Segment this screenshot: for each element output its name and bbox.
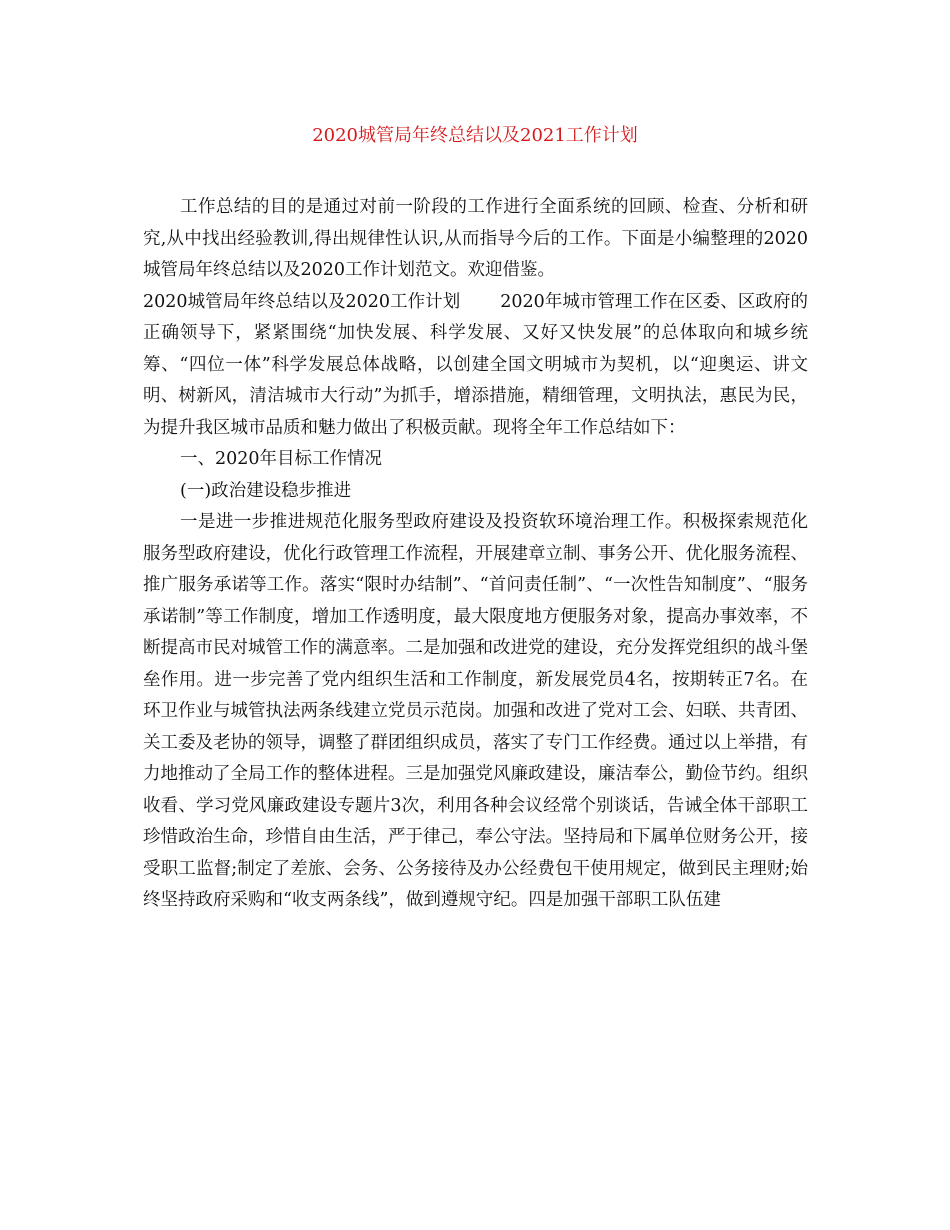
- paragraph-overview: [143, 287, 808, 445]
- document-title: 2020城管局年终总结以及2021工作计划: [312, 125, 638, 146]
- overview-text: 2020年城市管理工作在区委、区政府的正确领导下，紧紧围绕“加快发展、科学发展、又好又快发展”的总体取向和城乡统筹、“四位一体”科学发展总体战略，以创建全国文明城市为契机，以“迎奥运、讲文明、树新风，清洁城市大行动”为抓手，增添措施，精细管理，文明执法，惠民为民，为提升我区城市品质和魅力做出了积极贡献。现将全年工作总结如下：: [143, 291, 808, 438]
- paragraph-intro: 工作总结的目的是通过对前一阶段的工作进行全面系统的回顾、检查、分析和研究,从中找出经验教训,得出规律性认识,从而指导今后的工作。下面是小编整理的2020城管局年终总结以及2020工作计划范文。欢迎借鉴。: [143, 197, 808, 280]
- subheading-inline: 2020城管局年终总结以及2020工作计划: [143, 291, 461, 312]
- document-body: [143, 192, 808, 917]
- section-heading-1-1: (一)政治建设稳步推进: [180, 480, 352, 501]
- paragraph-detail: 一是进一步推进规范化服务型政府建设及投资软环境治理工作。积极探索规范化服务型政府建设，优化行政管理工作流程，开展建章立制、事务公开、优化服务流程、推广服务承诺等工作。落实“限时办结制”、“首问责任制”、“一次性告知制度”、“服务承诺制”等工作制度，增加工作透明度，最大限度地方便服务对象，提高办事效率，不断提高市民对城管工作的满意率。二是加强和改进党的建设，充分发挥党组织的战斗堡垒作用。进一步完善了党内组织生活和工作制度，新发展党员4名，按期转正7名。在环卫作业与城管执法两条线建立党员示范岗。加强和改进了党对工会、妇联、共青团、关工委及老协的领导，调整了群团组织成员，落实了专门工作经费。通过以上举措，有力地推动了全局工作的整体进程。三是加强党风廉政建设，廉洁奉公，勤俭节约。组织收看、学习党风廉政建设专题片3次，利用各种会议经常个别谈话，告诫全体干部职工珍惜政治生命，珍惜自由生活，严于律己，奉公守法。坚持局和下属单位财务公开，接受职工监督;制定了差旅、会务、公务接待及办公经费包干使用规定，做到民主理财;始终坚持政府采购和“收支两条线”，做到遵规守纪。四是加强干部职工队伍建: [143, 512, 808, 910]
- section-heading-1: 一、2020年目标工作情况: [180, 449, 383, 469]
